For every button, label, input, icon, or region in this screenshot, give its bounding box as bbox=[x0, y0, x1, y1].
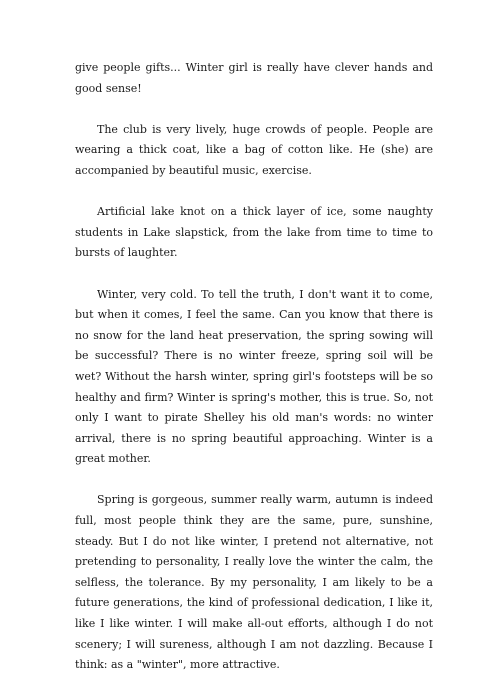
paragraph-4: Winter, very cold. To tell the truth, I don't want it to come, but when it comes, I feel the same. Can you know that there is no snow for the land heat preservation, the spring sowing will be successful? There is no winter freeze, spring soil will be wet? Without the harsh winter, spring girl's footsteps will be so healthy and firm? Winter is spring's mother, this is true. So, not only I want to pirate Shelley his old man's words: no winter arrival, there is no spring beautiful approaching. Winter is a great mother. bbox=[75, 287, 433, 466]
document-page bbox=[75, 58, 433, 696]
paragraph-5: Spring is gorgeous, summer really warm, autumn is indeed full, most people think they are the same, pure, sunshine, steady. But I do not like winter, I pretend not alternative, not pretending to personality, I really love the winter the calm, the selfless, the tolerance. By my personality, I am likely to be a future generations, the kind of professional dedication, I like it, like I like winter. I will make all-out efforts, although I do not scenery; I will sureness, although I am not dazzling. Because I think: as a "winter", more attractive. bbox=[75, 493, 433, 672]
paragraph-1: give people gifts... Winter girl is really have clever hands and good sense! bbox=[75, 61, 433, 95]
paragraph-3: Artificial lake knot on a thick layer of ice, some naughty students in Lake slapstick, from the lake from time to time to bursts of laughter. bbox=[75, 205, 433, 260]
paragraph-2: The club is very lively, huge crowds of people. People are wearing a thick coat, like a bag of cotton like. He (she) are accompanied by beautiful music, exercise. bbox=[75, 122, 433, 177]
